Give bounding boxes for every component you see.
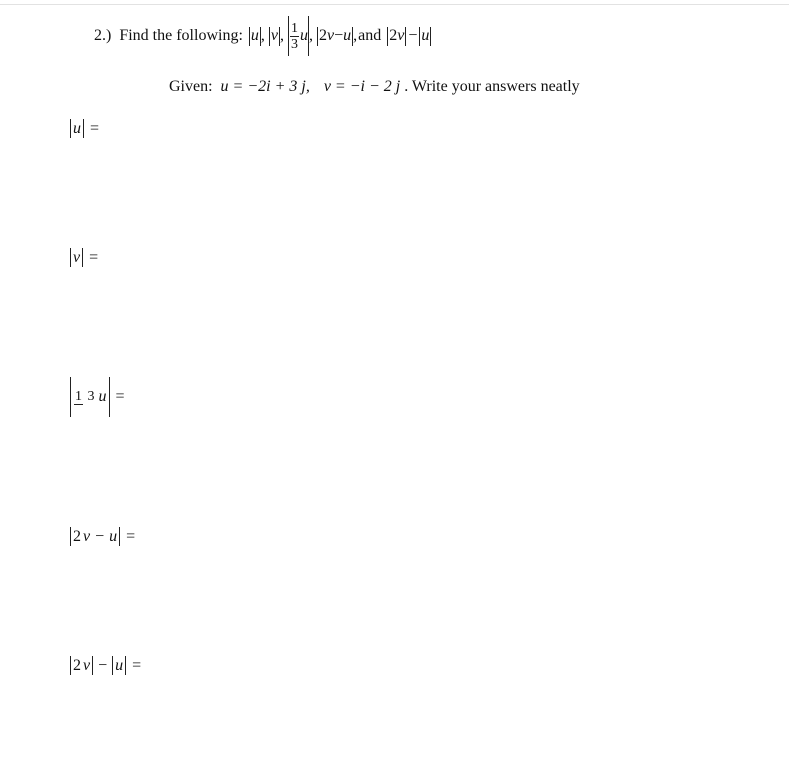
minus-sign: − [334,27,344,44]
abs-bar [119,527,120,546]
abs-bar [430,27,431,46]
comma: , [260,27,265,44]
given-u-equation: u = −2i + 3 j, [220,78,310,95]
question-line [94,16,431,56]
coef-two: 2 [389,27,398,44]
var-u: u [115,656,124,674]
given-instruction: . Write your answers neatly [404,78,580,95]
comma: , [309,27,313,44]
abs-bar [288,16,289,56]
abs-bar [70,527,71,546]
fraction-numerator: 1 [291,20,298,36]
equals-sign: = [126,527,136,545]
var-v: v [83,527,91,545]
equals-sign: = [89,248,99,266]
comma: , [353,27,358,44]
abs-bar [112,656,113,675]
fraction-one-third [290,21,299,52]
var-v: v [327,27,335,44]
abs-bar [405,27,406,46]
abs-bar [70,248,71,267]
abs-bar [109,377,110,417]
question-lead: Find the following: [119,27,243,44]
minus-sign: − [98,656,108,674]
var-u: u [343,27,352,44]
and-word: and [358,27,382,44]
abs-bar [125,656,126,675]
equals-sign: = [132,656,142,674]
abs-bar [70,119,71,138]
minus-sign: − [95,527,105,545]
abs-bar [70,377,71,417]
given-line [169,78,580,96]
given-label: Given: [169,78,213,95]
var-v: v [83,656,91,674]
abs-bar [70,656,71,675]
abs-bar [83,119,84,138]
answer-2v-mag-minus-u-mag [70,656,141,675]
fraction-one-third [74,389,96,405]
coef-two: 2 [73,527,81,545]
fraction-denominator: 3 [291,36,298,52]
var-v: v [73,248,81,266]
minus-sign: − [408,27,418,44]
fraction-denominator: 3 [87,389,95,404]
var-u: u [421,27,430,44]
coef-two: 2 [73,656,81,674]
coef-two: 2 [319,27,327,44]
question-number: 2.) [94,27,112,44]
abs-bar [82,248,83,267]
abs-bar [92,656,93,675]
var-u: u [73,119,81,137]
given-v-equation: v = −i − 2 j [323,78,401,95]
var-u: u [250,27,259,44]
fraction-numerator: 1 [75,389,82,404]
equals-sign: = [90,119,100,137]
top-divider [0,4,789,5]
answer-2v-minus-u-magnitude [70,527,135,546]
var-u: u [300,27,308,44]
var-u: u [109,527,118,545]
var-u: u [98,388,107,405]
var-v: v [397,27,405,44]
comma: , [280,27,284,44]
answer-third-u-magnitude [70,377,125,417]
answer-u-magnitude [70,119,99,138]
answer-v-magnitude [70,248,98,267]
equals-sign: = [115,388,125,405]
var-v: v [270,27,278,44]
